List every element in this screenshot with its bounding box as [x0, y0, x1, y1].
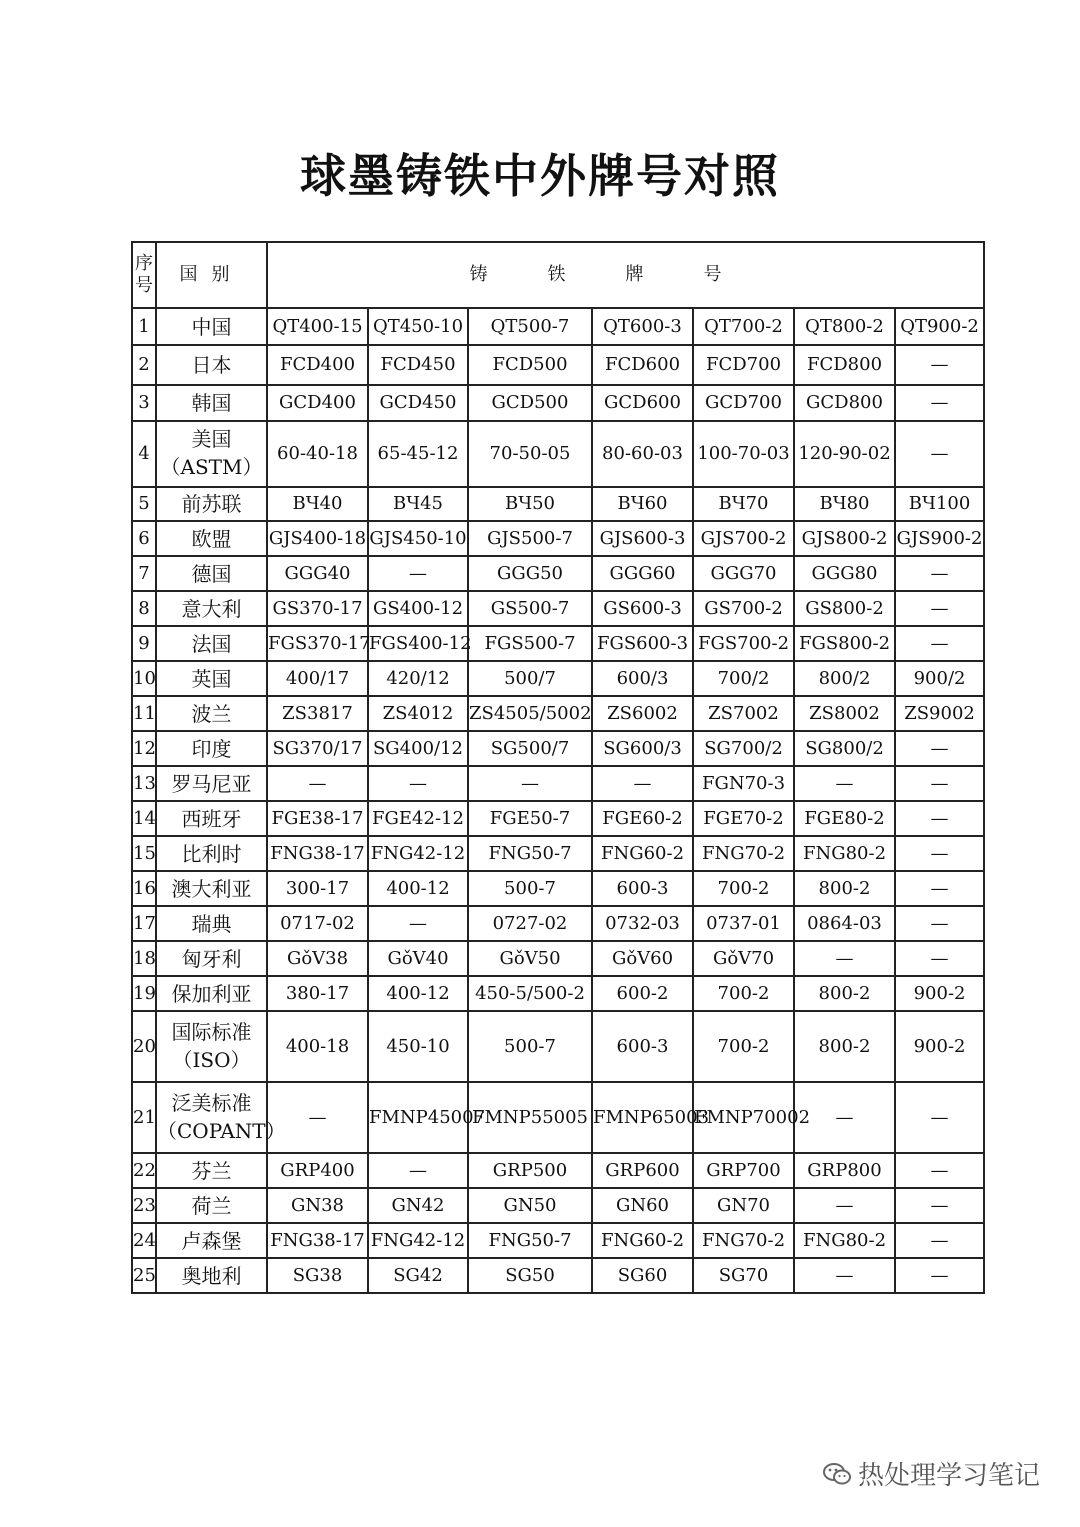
grade-cell: GRP400 [267, 1153, 368, 1188]
grade-cell: SG42 [368, 1258, 468, 1293]
table-row [132, 1223, 984, 1258]
grade-cell: GǒV50 [468, 941, 592, 976]
country-name [156, 1011, 267, 1082]
grade-cell: — [794, 941, 895, 976]
grade-cell: — [368, 906, 468, 941]
grade-cell: GGG80 [794, 556, 895, 591]
grade-comparison-table [131, 241, 985, 1294]
table-row [132, 487, 984, 521]
grade-cell: GS500-7 [468, 591, 592, 626]
grade-cell: ZS6002 [592, 696, 693, 731]
country-line: 芬兰 [191, 1158, 232, 1183]
country-line: 德国 [191, 561, 232, 586]
country-name [156, 385, 267, 421]
grade-cell: GN70 [693, 1188, 794, 1223]
country-name [156, 421, 267, 487]
grade-cell: FNG50-7 [468, 1223, 592, 1258]
grade-cell: SG600/3 [592, 731, 693, 766]
row-number: 1 [132, 308, 156, 345]
grade-cell: QT450-10 [368, 308, 468, 345]
grade-cell: — [368, 766, 468, 801]
row-number: 2 [132, 345, 156, 385]
grade-cell: QT700-2 [693, 308, 794, 345]
grade-cell: GRP500 [468, 1153, 592, 1188]
grade-cell: — [895, 345, 984, 385]
country-name [156, 591, 267, 626]
grade-cell: FGS370-17 [267, 626, 368, 661]
grade-cell: FCD450 [368, 345, 468, 385]
grade-cell: 600-2 [592, 976, 693, 1011]
grade-cell: 400-18 [267, 1011, 368, 1082]
row-number: 23 [132, 1188, 156, 1223]
grade-cell: GGG50 [468, 556, 592, 591]
grade-cell: 0864-03 [794, 906, 895, 941]
page-title: 球墨铸铁中外牌号对照 [300, 149, 780, 203]
grade-cell: FGS800-2 [794, 626, 895, 661]
grade-cell: GRP800 [794, 1153, 895, 1188]
country-line: （ASTM） [160, 455, 263, 479]
grade-cell: FGS500-7 [468, 626, 592, 661]
grade-cell: — [895, 1223, 984, 1258]
grade-cell: GCD800 [794, 385, 895, 421]
grade-cell: FMNP45007 [368, 1082, 468, 1153]
grade-cell: — [895, 421, 984, 487]
grade-cell: FGS400-12 [368, 626, 468, 661]
watermark-text: 热处理学习笔记 [858, 1461, 1041, 1491]
country-name [156, 1223, 267, 1258]
grade-cell: 600-3 [592, 871, 693, 906]
grade-cell: FNG70-2 [693, 836, 794, 871]
grade-cell: QT900-2 [895, 308, 984, 345]
row-number: 10 [132, 661, 156, 696]
table-row [132, 1153, 984, 1188]
grade-cell: BЧ50 [468, 487, 592, 521]
grade-cell: GN60 [592, 1188, 693, 1223]
country-line: 保加利亚 [171, 981, 252, 1006]
grade-cell: FNG70-2 [693, 1223, 794, 1258]
table-row [132, 941, 984, 976]
grade-cell: — [794, 766, 895, 801]
row-number: 17 [132, 906, 156, 941]
country-line: （COPANT） [157, 1118, 286, 1143]
grade-cell: 60-40-18 [267, 421, 368, 487]
grade-cell: 800/2 [794, 661, 895, 696]
grade-cell: FNG60-2 [592, 1223, 693, 1258]
grade-cell: FGE70-2 [693, 801, 794, 836]
grade-cell: BЧ60 [592, 487, 693, 521]
grade-cell: GN50 [468, 1188, 592, 1223]
country-line: 韩国 [191, 391, 232, 415]
grade-cell: BЧ40 [267, 487, 368, 521]
grade-cell: 300-17 [267, 871, 368, 906]
table-body [132, 242, 984, 1293]
grade-cell: — [468, 766, 592, 801]
grade-cell: GJS450-10 [368, 521, 468, 556]
grade-cell: BЧ100 [895, 487, 984, 521]
grade-cell: GCD600 [592, 385, 693, 421]
grade-cell: FGE38-17 [267, 801, 368, 836]
grade-cell: 400-12 [368, 976, 468, 1011]
grade-cell: FNG38-17 [267, 836, 368, 871]
grade-cell: 400/17 [267, 661, 368, 696]
grade-cell: 700/2 [693, 661, 794, 696]
country-name [156, 731, 267, 766]
grade-cell: GJS700-2 [693, 521, 794, 556]
table-row [132, 1188, 984, 1223]
country-name [156, 801, 267, 836]
grade-cell: 0732-03 [592, 906, 693, 941]
country-line: 美国 [191, 427, 232, 451]
grade-cell: GǒV70 [693, 941, 794, 976]
grade-cell: GǒV38 [267, 941, 368, 976]
grade-cell: FGE60-2 [592, 801, 693, 836]
grade-cell: — [895, 906, 984, 941]
table-row [132, 421, 984, 487]
country-name [156, 1153, 267, 1188]
grade-cell: — [267, 766, 368, 801]
grade-cell: ZS8002 [794, 696, 895, 731]
grade-cell: — [895, 1258, 984, 1293]
grade-cell: — [895, 836, 984, 871]
table-row [132, 308, 984, 345]
grade-cell: GN38 [267, 1188, 368, 1223]
grade-cell: — [592, 766, 693, 801]
country-name [156, 696, 267, 731]
grade-cell: FGE42-12 [368, 801, 468, 836]
table-row [132, 731, 984, 766]
country-line: 中国 [191, 314, 232, 339]
grade-cell: — [794, 1188, 895, 1223]
grade-cell: SG800/2 [794, 731, 895, 766]
row-number: 24 [132, 1223, 156, 1258]
grade-cell: — [368, 1153, 468, 1188]
country-name [156, 941, 267, 976]
grade-cell: FCD500 [468, 345, 592, 385]
grade-cell: GJS900-2 [895, 521, 984, 556]
grade-cell: GS700-2 [693, 591, 794, 626]
grade-cell: — [368, 556, 468, 591]
grade-cell: 100-70-03 [693, 421, 794, 487]
row-number: 3 [132, 385, 156, 421]
grade-cell: FNG80-2 [794, 836, 895, 871]
grade-cell: ZS7002 [693, 696, 794, 731]
grade-cell: FMNP70002 [693, 1082, 794, 1153]
table-row [132, 696, 984, 731]
grade-cell: GǒV60 [592, 941, 693, 976]
grade-cell: FNG80-2 [794, 1223, 895, 1258]
grade-cell: ZS3817 [267, 696, 368, 731]
grade-cell: ZS4505/5002 [468, 696, 592, 731]
row-number: 11 [132, 696, 156, 731]
grade-cell: FCD600 [592, 345, 693, 385]
country-name [156, 1082, 286, 1153]
grade-cell: 800-2 [794, 871, 895, 906]
grade-cell: — [895, 1153, 984, 1188]
row-number: 4 [132, 421, 156, 487]
grade-cell: FCD800 [794, 345, 895, 385]
country-name [156, 1258, 267, 1293]
grade-cell: — [895, 871, 984, 906]
grade-cell: GS400-12 [368, 591, 468, 626]
country-name [156, 766, 267, 801]
grade-cell: GRP700 [693, 1153, 794, 1188]
country-line: （ISO） [172, 1047, 251, 1072]
table-row [132, 521, 984, 556]
row-number: 8 [132, 591, 156, 626]
grade-cell: QT400-15 [267, 308, 368, 345]
country-line: 意大利 [181, 596, 242, 621]
row-number: 25 [132, 1258, 156, 1293]
grade-cell: SG400/12 [368, 731, 468, 766]
grade-cell: GJS500-7 [468, 521, 592, 556]
table-row [132, 871, 984, 906]
country-line: 印度 [191, 736, 232, 761]
grade-cell: 120-90-02 [794, 421, 895, 487]
grade-cell: FNG60-2 [592, 836, 693, 871]
row-number: 13 [132, 766, 156, 801]
grade-cell: GCD700 [693, 385, 794, 421]
grade-cell: FGE80-2 [794, 801, 895, 836]
grade-cell: GRP600 [592, 1153, 693, 1188]
country-line: 西班牙 [181, 806, 242, 831]
grade-cell: GJS600-3 [592, 521, 693, 556]
grade-cell: 450-10 [368, 1011, 468, 1082]
grade-cell: 600-3 [592, 1011, 693, 1082]
grade-cell: SG370/17 [267, 731, 368, 766]
grade-cell: 500-7 [468, 871, 592, 906]
grade-cell: FCD400 [267, 345, 368, 385]
country-line: 卢森堡 [181, 1228, 242, 1253]
grade-cell: GǒV40 [368, 941, 468, 976]
country-name [156, 556, 267, 591]
country-line: 澳大利亚 [171, 876, 252, 901]
grade-cell: FCD700 [693, 345, 794, 385]
grade-cell: 450-5/500-2 [468, 976, 592, 1011]
table-row [132, 1082, 984, 1153]
grade-cell: 420/12 [368, 661, 468, 696]
row-number: 7 [132, 556, 156, 591]
grade-cell: — [895, 731, 984, 766]
grade-cell: — [895, 941, 984, 976]
grade-cell: FGS600-3 [592, 626, 693, 661]
grade-cell: SG60 [592, 1258, 693, 1293]
grade-cell: BЧ70 [693, 487, 794, 521]
table-row [132, 556, 984, 591]
grade-cell: FGS700-2 [693, 626, 794, 661]
grade-cell: 900-2 [895, 976, 984, 1011]
table-row [132, 766, 984, 801]
row-number: 5 [132, 487, 156, 521]
country-name [156, 487, 267, 521]
country-name [156, 521, 267, 556]
country-line: 波兰 [191, 701, 232, 726]
country-line: 匈牙利 [181, 946, 242, 971]
grade-cell: — [895, 591, 984, 626]
country-name [156, 661, 267, 696]
country-line: 奥地利 [181, 1263, 242, 1288]
country-name [156, 976, 267, 1011]
grade-cell: GJS400-18 [267, 521, 368, 556]
grade-cell: GGG70 [693, 556, 794, 591]
grade-cell: GS370-17 [267, 591, 368, 626]
country-name [156, 345, 267, 385]
grade-cell: SG38 [267, 1258, 368, 1293]
country-line: 欧盟 [191, 526, 232, 551]
grade-cell: 600/3 [592, 661, 693, 696]
table-row [132, 976, 984, 1011]
table-row [132, 591, 984, 626]
grade-cell: GS600-3 [592, 591, 693, 626]
table-row [132, 906, 984, 941]
grade-cell: FNG42-12 [368, 1223, 468, 1258]
table-row [132, 801, 984, 836]
grade-cell: FGE50-7 [468, 801, 592, 836]
grade-cell: ZS4012 [368, 696, 468, 731]
country-name [156, 871, 267, 906]
grade-cell: 70-50-05 [468, 421, 592, 487]
grade-cell: GN42 [368, 1188, 468, 1223]
grade-cell: SG700/2 [693, 731, 794, 766]
grade-cell: GJS800-2 [794, 521, 895, 556]
grade-cell: 0717-02 [267, 906, 368, 941]
row-number: 21 [132, 1082, 156, 1153]
grade-cell: 500/7 [468, 661, 592, 696]
table-row [132, 626, 984, 661]
grade-cell: QT600-3 [592, 308, 693, 345]
table-row [132, 385, 984, 421]
grade-cell: 700-2 [693, 976, 794, 1011]
grade-cell: QT500-7 [468, 308, 592, 345]
grade-cell: 0737-01 [693, 906, 794, 941]
row-number: 19 [132, 976, 156, 1011]
country-line: 荷兰 [191, 1193, 232, 1218]
row-number: 9 [132, 626, 156, 661]
grade-cell: 400-12 [368, 871, 468, 906]
country-line: 瑞典 [191, 911, 232, 936]
table-row [132, 1011, 984, 1082]
country-line: 比利时 [181, 841, 242, 866]
grade-cell: GGG60 [592, 556, 693, 591]
header-seq: 序号 [132, 242, 156, 308]
grade-cell: GCD500 [468, 385, 592, 421]
grade-cell: 800-2 [794, 976, 895, 1011]
country-line: 前苏联 [181, 492, 242, 516]
grade-cell: SG50 [468, 1258, 592, 1293]
table-row [132, 345, 984, 385]
grade-cell: 380-17 [267, 976, 368, 1011]
row-number: 12 [132, 731, 156, 766]
grade-cell: FMNP65003 [592, 1082, 693, 1153]
grade-cell: — [895, 1188, 984, 1223]
grade-cell: FNG38-17 [267, 1223, 368, 1258]
country-line: 国际标准 [171, 1019, 252, 1044]
country-name [156, 906, 267, 941]
grade-cell: 700-2 [693, 1011, 794, 1082]
grade-cell: — [895, 385, 984, 421]
country-line: 罗马尼亚 [171, 771, 252, 796]
grade-cell: GCD400 [267, 385, 368, 421]
row-number: 6 [132, 521, 156, 556]
grade-cell: — [895, 556, 984, 591]
country-name [156, 308, 267, 345]
country-name [156, 836, 267, 871]
grade-cell: 800-2 [794, 1011, 895, 1082]
grade-cell: 0727-02 [468, 906, 592, 941]
grade-cell: FNG42-12 [368, 836, 468, 871]
row-number: 20 [132, 1011, 156, 1082]
row-number: 18 [132, 941, 156, 976]
row-number: 14 [132, 801, 156, 836]
wechat-icon [822, 1461, 852, 1487]
row-number: 22 [132, 1153, 156, 1188]
table-row [132, 661, 984, 696]
grade-cell: GGG40 [267, 556, 368, 591]
header-country: 国别 [156, 242, 267, 308]
grade-cell: 65-45-12 [368, 421, 468, 487]
country-line: 英国 [191, 666, 232, 691]
country-line: 日本 [191, 353, 232, 377]
grade-cell: — [794, 1082, 895, 1153]
grade-cell: — [895, 801, 984, 836]
grade-cell: 80-60-03 [592, 421, 693, 487]
grade-cell: — [895, 626, 984, 661]
grade-cell: FGN70-3 [693, 766, 794, 801]
header-row [132, 242, 984, 308]
table-row [132, 1258, 984, 1293]
country-name [156, 626, 267, 661]
grade-cell: GCD450 [368, 385, 468, 421]
country-line: 法国 [191, 631, 232, 656]
country-line: 泛美标准 [171, 1090, 252, 1115]
grade-cell: — [794, 1258, 895, 1293]
grade-cell: BЧ45 [368, 487, 468, 521]
grade-cell: FMNP55005 [468, 1082, 592, 1153]
grade-cell: — [895, 1082, 984, 1153]
header-grade: 铸铁牌号 [267, 242, 984, 308]
grade-cell: BЧ80 [794, 487, 895, 521]
grade-cell: FNG50-7 [468, 836, 592, 871]
grade-cell: — [895, 766, 984, 801]
grade-cell: 900-2 [895, 1011, 984, 1082]
grade-cell: 700-2 [693, 871, 794, 906]
grade-cell: 500-7 [468, 1011, 592, 1082]
grade-cell: SG70 [693, 1258, 794, 1293]
table-row [132, 836, 984, 871]
grade-cell: 900/2 [895, 661, 984, 696]
grade-cell: QT800-2 [794, 308, 895, 345]
watermark [822, 1455, 1040, 1492]
grade-cell: — [267, 1082, 368, 1153]
grade-cell: SG500/7 [468, 731, 592, 766]
row-number: 15 [132, 836, 156, 871]
row-number: 16 [132, 871, 156, 906]
grade-cell: GS800-2 [794, 591, 895, 626]
country-name [156, 1188, 267, 1223]
grade-cell: ZS9002 [895, 696, 984, 731]
